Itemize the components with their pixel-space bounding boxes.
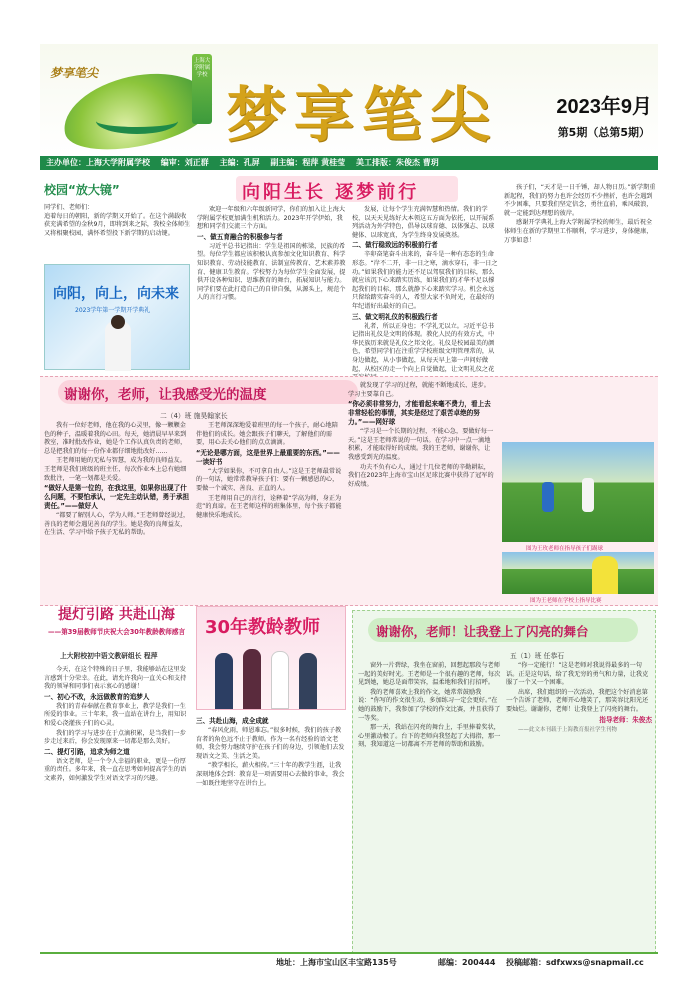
section2-banner: 谢谢你，老师，让我感受光的温度 (64, 387, 267, 403)
football-photo-1 (502, 442, 654, 542)
thanks-quote: “做好人是第一位的，在我这里，如果你出现了什么问题，不要怕承认，一定先主动认错，勇于承担责任。”——做好人 (44, 484, 190, 511)
info-bar (40, 156, 658, 170)
speech-para-4: 礼者，所以正身也；不学礼无以立。习近平总书记指出礼仪是文明的体现。教化人民的有效方式，中华民族历来就是礼仪之邦文化。礼仪是校园最美的颜色，希望同学们在注重学学校班级文明管理常的，从身边做起，从小事做起，从每天早上第一声问好做起，从校区的走一个向上自觉做起，让文明礼仪之花 (352, 322, 495, 373)
stage-col-2 (506, 662, 652, 952)
speech-column-3 (352, 206, 500, 373)
deputy-editor: 副主编：程萍 黄桂莹 (270, 158, 346, 167)
issue-date: 2023年9月 (556, 96, 652, 118)
issue-number: 第5期（总第5期） (557, 126, 650, 139)
thanks-para: 就发现了学习的过程，就能不断地成长、进步。学习主要靠自己。 (348, 382, 490, 398)
section2-author: 二（4）班 施昊翰家长 (160, 412, 228, 420)
stage-para: 那一天，我站在闪亮的舞台上，手里捧着奖状，心里激动极了。台下的老师向我竖起了大拇指，那一刻，我知道这一切都离不开老师的帮助和鼓励。 (358, 724, 501, 749)
thanks-para: “学习是一个长期的过程，不能心急，要做好每一天。”这是王老师常说的一句话。在学习中一点一滴地积累，才能取得好的成绩。我的王老师，谢谢你，让我感受到光的温度。 (348, 428, 494, 461)
thanks-col-3 (348, 382, 496, 604)
boat-logo-icon (96, 108, 178, 134)
speech2-para: 我们的青春奉献在教育事业上，教学是我们一生所爱的事业。三十年来，我一直站在讲台上，用知识和爱心浇灌孩子们的心灵。 (44, 702, 187, 727)
thanks-para: 王老师用自己的言行，诠释着“学高为师，身正为范”的真谛。在王老师这样的班集体里，每个孩子都能健康快乐地成长。 (196, 494, 342, 519)
thanks-quote: “你必须非常努力，才能看起来毫不费力，看上去非常轻松的事情，其实是经过了艰苦卓绝的努力。”——网好球 (348, 400, 491, 427)
section3-subtitle: ——第39届教师节庆祝大会30年教龄教师感言 (48, 628, 186, 636)
teachers-group-photo (196, 606, 346, 710)
section1-banner: 向阳生长 逐梦前行 (242, 182, 420, 203)
speech-para-3: 辛卯奋笔奋斗出来的，奋斗是一种有态态的生命形态。“岸不二开，非一日之寒，滴水穿石，非一日之功。”如果我们的能力还不足以驾驭我们的目标，那么就应该沉下心来踏实历练，如果我们的才华不足以撑起我们的目标，那么就静下心来踏实学习。机会永远只留给踏实奋斗的人，希望大家不负时光，在最好的年纪谱好出最好的自己。 (352, 251, 498, 310)
newspaper-page (40, 44, 658, 969)
speech2-para: 语文老师，是一个令人幸福的职业，更是一份厚重的责任。多年来，我一直在思考如何提高学生的语文素养，如何激发学生对语文学习的兴趣。 (44, 757, 187, 782)
thanks-para: 功夫不负有心人，通过十几位老师的辛勤耕耘，我们在2023年上海市宝山区足球比赛中获得了冠军的好成绩。 (348, 463, 494, 488)
brand-small: 梦享笔尖 (50, 66, 99, 80)
player-figure (542, 482, 554, 512)
speech-para-2: 发展，让每个学生充满智慧和热情。我们的学校，以天天见练好大本领这五方面为依托，以开展系列活动为外学特色，倡导以球育德、以体强志、以球健体、以球宽真，为学生终身发展奠基。 (352, 206, 495, 239)
section3-banner: 提灯引路 共赴山海 (58, 607, 175, 623)
thanks-para: 王老师深深地爱着班里的每一个孩子，耐心地陪伴他们的成长。她会跟孩子们聊天，了解他们的需要，用心去关心他们的点点滴滴。 (196, 422, 338, 447)
speech-para-6: 感谢开学典礼上海大学附属学校的师生，最后祝全体师生在新的学期里工作顺利，学习进步，身体健康，万事如意！ (504, 219, 653, 244)
footer-address: 地址：上海市宝山区丰宝路135号 (276, 958, 397, 967)
thanks-col-2 (196, 422, 344, 604)
thanks-para: “大学如果你，不可拿自由人。”这是王老师最常说的一句话，她常常教导孩子们：要有一颗感恩的心，要做一个诚实、善良、正直的人。 (196, 467, 342, 492)
editor: 编审：刘正群 (160, 158, 209, 167)
stage-para: “你一定能行！”这是老师对我说得最多的一句话。正是这句话，给了我无穷的勇气和力量，让我克服了一个又一个困难。 (506, 662, 649, 687)
campus-tag: 校园“放大镜” (44, 183, 120, 197)
speaker-head (111, 315, 125, 329)
masthead (40, 44, 658, 156)
guide-teacher: 指导老师：朱俊杰 (599, 715, 652, 724)
speech2-para: 我们的学习与进步在于点滴积累，是当我们一步步走过来后，你会发现原来一切都是那么美好。 (44, 729, 186, 746)
speech2-col-1 (44, 666, 192, 952)
speech2-heading: 二、提灯引路，追求为师之道 (44, 747, 130, 756)
photo-title: 向阳，向上，向未来 (53, 286, 179, 302)
thanks-para: 我有一位好老师，他在我的心灵里，像一颗颗金色的种子，温暖着我的心田。每天，她清晨早早来到教室，准时批改作业，她是个工作认真负责的老师，总是把我们的每一份作业都仔细地批改好…… (44, 422, 187, 455)
teacher-figure (592, 556, 618, 594)
vertical-school-label: 上海大学附属学校 (192, 54, 212, 124)
photo-caption-1: 图为王玫老师在指导孩子们踢球 (526, 546, 604, 552)
masthead-title: 梦享笔尖 (226, 81, 498, 151)
speech2-col-2 (196, 716, 346, 952)
stage-para: 窗外一片碧绿，我坐在窗前，回想起那段与老师一起的美好时光。王老师是一个很有趣的老师，每次见到她，她总是面带笑容，温柔地和我们打招呼。 (358, 662, 501, 687)
thanks-para: “都要了解别人心，学为人师。”王老师曾经说过，善良的老师会遇见善良的学生。她是我的良师益友，在生活、学习中给予孩子无私的帮助。 (44, 512, 190, 537)
teacher-figure (299, 653, 317, 709)
footer-rule (40, 952, 658, 954)
greeting-column (44, 204, 192, 262)
speech2-para: “教学相长，薪火相传。”三十年的教学生涯，让我深刻地体会到：教育是一项需要用心去做的事业，我会一如既往地坚守在讲台上。 (196, 762, 345, 787)
speech-heading-1: 一、做五育融合的积极参与者 (197, 232, 283, 241)
thanks-quote: “无论是哪方面，这是世界上最重要的东西。”——一读好书 (196, 448, 340, 466)
greeting-text: 同学们、老师们： 追着每日的朝阳，新的学期又开始了。在这个满载收获充满希望的金秋9月，即将到来之际，我校全体师生又将相聚校园，满怀希望投下新学期的启动键。 (44, 204, 191, 237)
speech-para-1: 习近平总书记指出：学生是祖国的栋梁，民族的希望。每位学生都应该积极认真参加文化知识教育、科学知识教育、劳动技能教育、法制宣传教育、艺术素养教育、健康卫生教育。学校努力为每位学生全面发展，提供开设各种知识、思维教育的舞台，拓展知识与能力。同学们要在此打造自己的自律自强，从源头上，规范个人的言行习惯。 (197, 242, 346, 302)
section3-author: 上大附校初中语文教研组长 程萍 (60, 652, 158, 660)
teacher-figure (243, 649, 261, 709)
speech-column-2 (197, 206, 347, 370)
speech2-heading: 一、初心不改，永远做教育的追梦人 (44, 692, 150, 701)
ceremony-photo (44, 264, 190, 370)
photo-subtitle: 2023学年第一学期开学典礼 (75, 307, 151, 314)
stage-col-1 (358, 662, 502, 952)
football-photo-2 (502, 552, 654, 594)
art-editor: 美工排版：朱俊杰 曹玥 (355, 158, 439, 167)
speech2-para: “春风化雨，师恩难忘。”很多时候，我们的孩子教育者的角色远不止于教师。作为一名有经验的语文老师，我会努力继续守护在孩子们的身边，引领他们去发现语文之美、生活之美。 (196, 727, 345, 760)
thanks-col-1 (44, 422, 190, 604)
teacher-figure (215, 653, 233, 709)
speech-intro: 欢迎一年级和六年级新同学，你们的加入让上海大学附属学校更加满生机和活力。2023年开学伊始，我想和同学们交流三个方面。 (197, 206, 346, 231)
photo-banner-label: 30年教龄教师 (205, 617, 321, 638)
speech-column-4 (504, 184, 656, 372)
photo-caption-2: 图为王老师在学校上指导比赛 (530, 598, 602, 604)
publication-note: ——此文本刊载于上海教育报社学生刊物 (518, 726, 618, 733)
teacher-figure (271, 651, 289, 709)
footer-email: 投稿邮箱：sdfxwxs@snapmail.cc (506, 958, 644, 967)
sponsor: 主办单位：上海大学附属学校 (46, 158, 150, 167)
section4-banner: 谢谢你，老师！让我登上了闪亮的舞台 (376, 624, 589, 639)
coach-figure (582, 478, 594, 512)
section4-author: 五（1）班 任恭石 (510, 652, 565, 660)
speech2-para: 今天，在这个特殊的日子里，我能够站在这里发言感到十分荣幸。在此，请允许我向一直关心和支持我的领导和同事们表示衷心的感谢！ (44, 666, 187, 691)
speech-para-5: 孩子们，“天才是一日千锤，却人物日历。”新学期重新起程，我们的努力也许会经历不少挫折，也许会遇到不少困难，只要我们坚定信念，勇往直前，乘风破浪，就一定能到达理想的彼岸。 (504, 184, 656, 217)
speech-heading-3: 三、做文明礼仪的积极践行者 (352, 312, 438, 321)
speech-heading-2: 二、做行稳致远的积极前行者 (352, 241, 438, 250)
stage-para: 我的老师喜欢上我的作文，她常常鼓励我说：“你写的作文很生动，多加练习一定会更好。”在她的鼓励下，我参加了学校的作文比赛，并且获得了一等奖。 (358, 688, 501, 722)
footer-postcode: 邮编：200444 (438, 958, 496, 967)
thanks-para: 王老师用她的无私与智慧，成为我的良师益友。王老师是我们班级的班主任，每次作业本上总有她细致批注，一笔一划都是关爱。 (44, 457, 187, 482)
chief-editor: 主编：孔屏 (219, 158, 260, 167)
stage-para: 出席，我们组织的一次活动，我把这个好消息第一个告诉了老师，老师开心地笑了，那笑容比阳光还要灿烂。谢谢你，老师！让我登上了闪亮的舞台。 (506, 688, 649, 713)
speech2-heading: 三、共赴山海，成全成就 (196, 717, 269, 725)
